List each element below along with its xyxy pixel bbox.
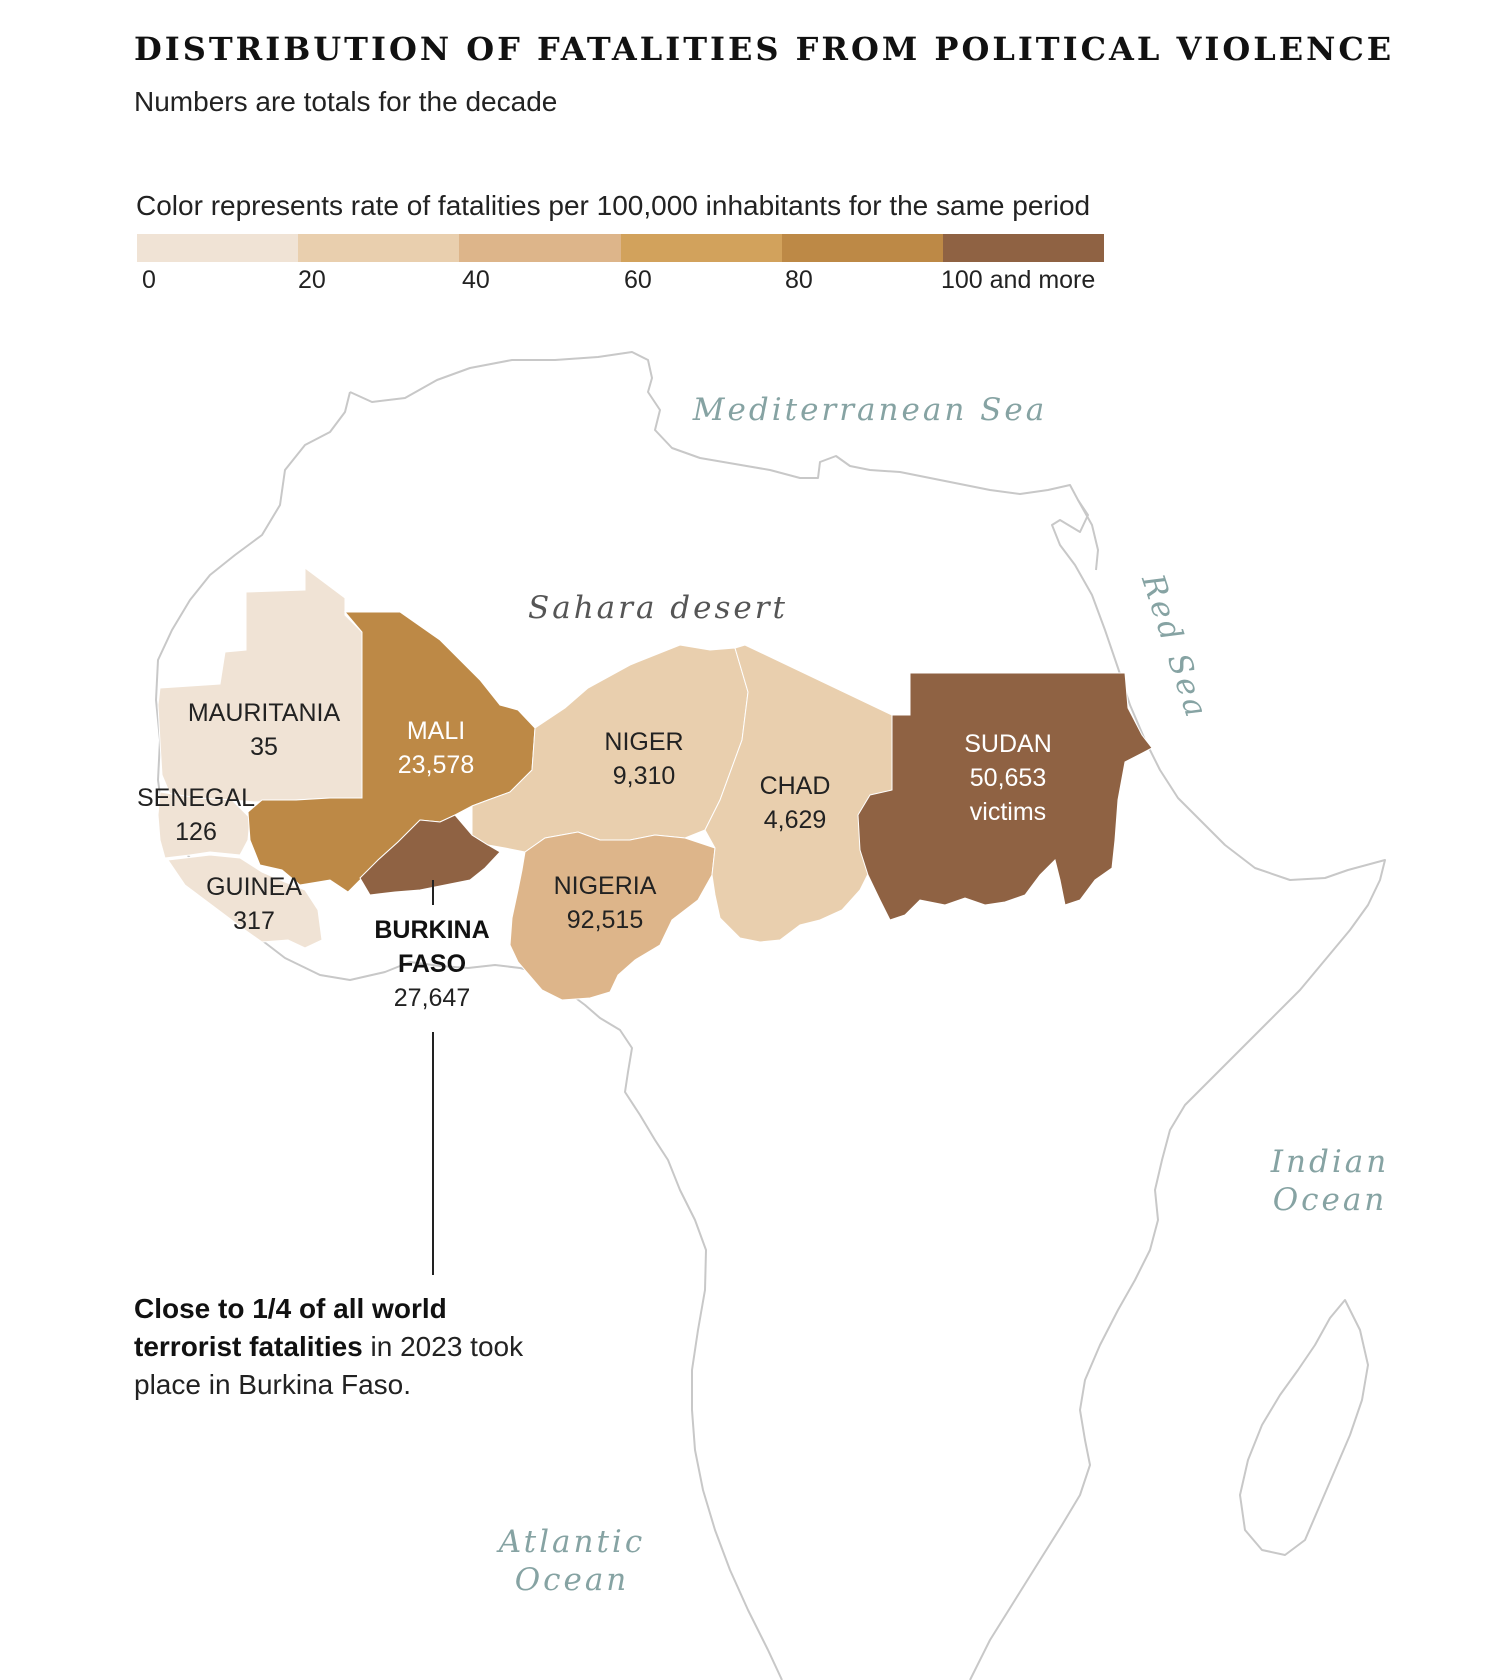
label-burkina-faso-line2: FASO <box>397 950 467 978</box>
value-senegal: 126 <box>175 818 217 846</box>
label-senegal: SENEGAL <box>136 784 256 812</box>
legend-tick-20: 20 <box>298 266 326 294</box>
label-niger: NIGER <box>604 728 684 756</box>
label-mali: MALI <box>406 717 466 745</box>
label-indian-ocean-line1: Indian <box>1270 1144 1390 1180</box>
label-nigeria: NIGERIA <box>553 872 657 900</box>
legend-tick-40: 40 <box>462 266 490 294</box>
unit-sudan: victims <box>969 798 1047 826</box>
annotation-note <box>134 1290 554 1404</box>
label-indian-ocean-line2: Ocean <box>1272 1182 1388 1218</box>
label-atlantic-ocean-line2: Ocean <box>514 1562 630 1598</box>
value-guinea: 317 <box>233 907 275 935</box>
map-title: DISTRIBUTION OF FATALITIES FROM POLITICAL VIOLENCE <box>134 30 1395 68</box>
label-guinea: GUINEA <box>206 873 302 901</box>
label-atlantic-ocean-line1: Atlantic <box>498 1524 646 1560</box>
value-mali: 23,578 <box>397 751 475 779</box>
label-chad: CHAD <box>759 772 831 800</box>
red-sea-coast <box>1078 500 1098 570</box>
label-mauritania: MAURITANIA <box>187 699 341 727</box>
africa-outline <box>350 352 1385 1680</box>
value-mauritania: 35 <box>250 733 278 761</box>
legend-tick-100-plus: 100 and more <box>941 266 1096 294</box>
legend-title: Color represents rate of fatalities per 100,000 inhabitants for the same period <box>136 190 1091 221</box>
label-sudan: SUDAN <box>964 730 1052 758</box>
annotation-note-bold: Close to 1/4 of all world terrorist fatalities <box>134 1293 447 1362</box>
label-red-sea: Red Sea <box>1134 569 1215 725</box>
value-sudan: 50,653 <box>969 764 1047 792</box>
value-niger: 9,310 <box>612 762 676 790</box>
madagascar-outline <box>1240 1300 1368 1555</box>
value-burkina-faso: 27,647 <box>393 984 471 1012</box>
annotation-note-rest: in 2023 took place in Burkina Faso. <box>134 1331 524 1400</box>
value-nigeria: 92,515 <box>566 906 644 934</box>
legend-tick-0: 0 <box>142 266 156 294</box>
legend-tick-80: 80 <box>785 266 813 294</box>
label-burkina-faso-line1: BURKINA <box>374 916 490 944</box>
map-subtitle: Numbers are totals for the decade <box>134 86 558 117</box>
label-mediterranean-sea: Mediterranean Sea <box>692 392 1048 428</box>
africa-outline-west <box>156 392 782 1680</box>
country-sudan[interactable] <box>858 673 1152 920</box>
label-sahara-desert: Sahara desert <box>527 590 789 626</box>
value-chad: 4,629 <box>763 806 827 834</box>
legend-tick-60: 60 <box>624 266 652 294</box>
